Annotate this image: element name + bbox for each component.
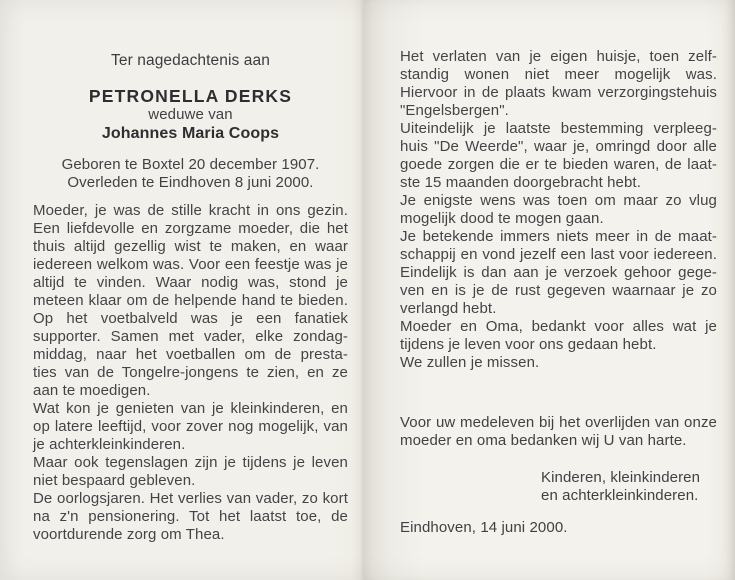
memorial-text-line: Eindelijk is dan aan je verzoek gehoor gege- xyxy=(400,264,717,281)
memorial-text-line: We zullen je missen. xyxy=(400,354,540,371)
signature-line: en achterkleinkinderen. xyxy=(541,487,699,504)
memorial-text-line: Uiteindelijk je laatste bestemming verpleeg- xyxy=(400,120,717,137)
signature-line: Kinderen, kleinkinderen xyxy=(541,469,701,486)
memorial-text-line: middag, naar het voetballen om de presta- xyxy=(33,346,348,363)
right-page xyxy=(364,0,735,580)
deceased-name: PETRONELLA DERKS xyxy=(88,86,293,106)
memorial-text-line: ties van de Tongelre-jongens te zien, en ze xyxy=(33,364,348,381)
memorial-text-line: iedereen welkom was. Voor een feestje was je xyxy=(33,256,348,273)
relation-text: weduwe van xyxy=(148,106,233,123)
memorial-text-line: op latere leeftijd, voor zover nog mogelijk, van xyxy=(33,418,348,435)
acknowledgement-line: moeder en oma bedanken wij U van harte. xyxy=(400,432,687,449)
memorial-text-line: supporter. Samen met vader, elke zondag- xyxy=(33,328,348,345)
memorial-text-line: Je betekende immers niets meer in de maat- xyxy=(400,228,717,245)
memorial-text-line: De oorlogsjaren. Het verlies van vader, zo kort xyxy=(33,490,348,507)
memorial-text-line: Het verlaten van je eigen huisje, toen zelf- xyxy=(400,48,717,65)
memorial-text-line: standig wonen niet meer mogelijk was. xyxy=(400,66,717,83)
memorial-text-line: ste 15 maanden doorgebracht hebt. xyxy=(400,174,641,191)
memorial-text-line: mogelijk dood te mogen gaan. xyxy=(400,210,604,227)
memorial-text-line: Een liefdevolle en zorgzame moeder, die het xyxy=(33,220,348,237)
memorial-text-line: Moeder en Oma, bedankt voor alles wat je xyxy=(400,318,717,335)
place-date-block xyxy=(400,519,717,537)
left-page xyxy=(0,0,364,580)
acknowledgement xyxy=(400,414,717,450)
birth-line: Geboren te Boxtel 20 december 1907. xyxy=(61,156,320,173)
left-page-header xyxy=(33,52,348,192)
memorial-text-line: Op het voetbalveld was je een fanatiek xyxy=(33,310,348,327)
memorial-text-line: meteen klaar om de helpende hand te bieden. xyxy=(33,292,348,309)
right-memorial-text xyxy=(400,48,717,372)
memorial-text-line: Je enigste wens was toen om maar zo vlug xyxy=(400,192,717,209)
memorial-text-line: na z'n pensionering. Tot het laatst toe, de xyxy=(33,508,348,525)
memorial-text-line: goede zorgen die er te bieden waren, de laat- xyxy=(400,156,717,173)
acknowledgement-line: Voor uw medeleven bij het overlijden van onze xyxy=(400,414,717,431)
place-date: Eindhoven, 14 juni 2000. xyxy=(400,519,568,536)
memorial-text-line: thuis altijd gezellig wist te maken, en waar xyxy=(33,238,348,255)
dedication-text: Ter nagedachtenis aan xyxy=(111,52,270,69)
life-dates xyxy=(33,156,348,192)
memorial-text-line: je achterkleinkinderen. xyxy=(33,436,186,453)
memorial-text-line: tijdens je leven voor ons gedaan hebt. xyxy=(400,336,657,353)
memorial-text-line: Wat kon je genieten van je kleinkinderen, en xyxy=(33,400,348,417)
memorial-text-line: Maar ook tegenslagen zijn je tijdens je leven xyxy=(33,454,348,471)
memorial-text-line: aan te moedigen. xyxy=(33,382,151,399)
memorial-text-line: huis "De Weerde", waar je, omringd door alle xyxy=(400,138,717,155)
memorial-text-line: "Engelsbergen". xyxy=(400,102,509,119)
left-memorial-text xyxy=(33,202,348,544)
signature xyxy=(400,469,717,505)
memorial-text-line: voortdurende zorg om Thea. xyxy=(33,526,225,543)
death-line: Overleden te Eindhoven 8 juni 2000. xyxy=(67,174,314,191)
spouse-name: Johannes Maria Coops xyxy=(101,125,280,142)
memorial-text-line: niet bespaard gebleven. xyxy=(33,472,196,489)
memorial-text-line: Hiervoor in de plaats kwam verzorgingstehuis xyxy=(400,84,717,101)
memorial-text-line: schappij en vond jezelf een last voor iedereen. xyxy=(400,246,717,263)
memorial-text-line: ven en is je de rust gegeven waarnaar je zo xyxy=(400,282,717,299)
memorial-text-line: altijd te vinden. Waar nodig was, stond je xyxy=(33,274,348,291)
memorial-text-line: Moeder, je was de stille kracht in ons gezin. xyxy=(33,202,348,219)
memorial-text-line: verlangd hebt. xyxy=(400,300,497,317)
